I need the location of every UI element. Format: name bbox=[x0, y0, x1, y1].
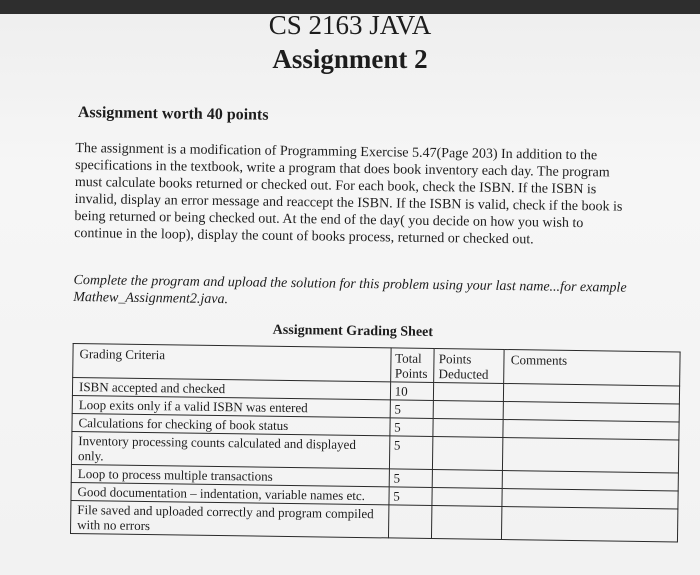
document-content bbox=[70, 104, 636, 542]
points-cell: 10 bbox=[390, 382, 434, 401]
deducted-cell bbox=[432, 506, 502, 540]
header-criteria: Grading Criteria bbox=[73, 343, 391, 381]
comments-cell bbox=[502, 506, 678, 541]
criteria-cell: File saved and uploaded correctly and program compiled with no errors bbox=[71, 500, 389, 537]
points-heading: Assignment worth 40 points bbox=[77, 104, 269, 124]
table-row bbox=[71, 500, 678, 541]
header-total-points: Total Points bbox=[390, 348, 434, 383]
deducted-cell bbox=[433, 419, 503, 438]
criteria-cell: Inventory processing counts calculated and displayed only. bbox=[71, 431, 389, 468]
document-title bbox=[0, 8, 700, 76]
criteria-cell: ISBN accepted and checked bbox=[72, 377, 390, 399]
course-title: CS 2163 JAVA bbox=[268, 10, 432, 40]
deducted-cell bbox=[432, 488, 502, 507]
points-cell: 5 bbox=[390, 418, 434, 437]
deducted-cell bbox=[433, 470, 503, 489]
criteria-cell: Loop exits only if a valid ISBN was entered bbox=[72, 395, 390, 417]
grading-sheet-title: Assignment Grading Sheet bbox=[272, 322, 434, 341]
submission-instructions: Complete the program and upload the solution for this problem using your last name...for example Mathew_Assignment2.java. bbox=[73, 272, 627, 308]
points-cell: 5 bbox=[390, 400, 434, 419]
deducted-cell bbox=[433, 401, 503, 420]
grading-table bbox=[70, 343, 681, 542]
criteria-cell: Loop to process multiple transactions bbox=[71, 464, 389, 486]
assignment-title: Assignment 2 bbox=[272, 44, 428, 74]
assignment-description: The assignment is a modification of Programming Exercise 5.47(Page 203) In addition to the specifications in the textbook, write a program that does book inventory each day. The program must calculate books returned or checked out. For each book, check the ISBN. If the ISBN is invalid, display an error message and reaccept the ISBN. If the ISBN is valid, check if the book is being returned or being checked out. At the end of the day( you decide on how you wish to continue in the loop), display the count of books process, returned or checked out. bbox=[74, 140, 623, 248]
points-cell: 5 bbox=[389, 436, 433, 470]
criteria-cell: Good documentation – indentation, variable names etc. bbox=[71, 482, 389, 504]
points-cell: 5 bbox=[389, 469, 433, 488]
comments-cell bbox=[503, 437, 679, 472]
points-cell: 5 bbox=[389, 487, 433, 506]
deducted-cell bbox=[434, 383, 504, 402]
criteria-cell: Calculations for checking of book status bbox=[72, 413, 390, 435]
header-points-deducted: Points Deducted bbox=[434, 349, 504, 384]
header-comments: Comments bbox=[504, 350, 680, 386]
points-cell bbox=[388, 505, 432, 539]
deducted-cell bbox=[433, 437, 503, 471]
